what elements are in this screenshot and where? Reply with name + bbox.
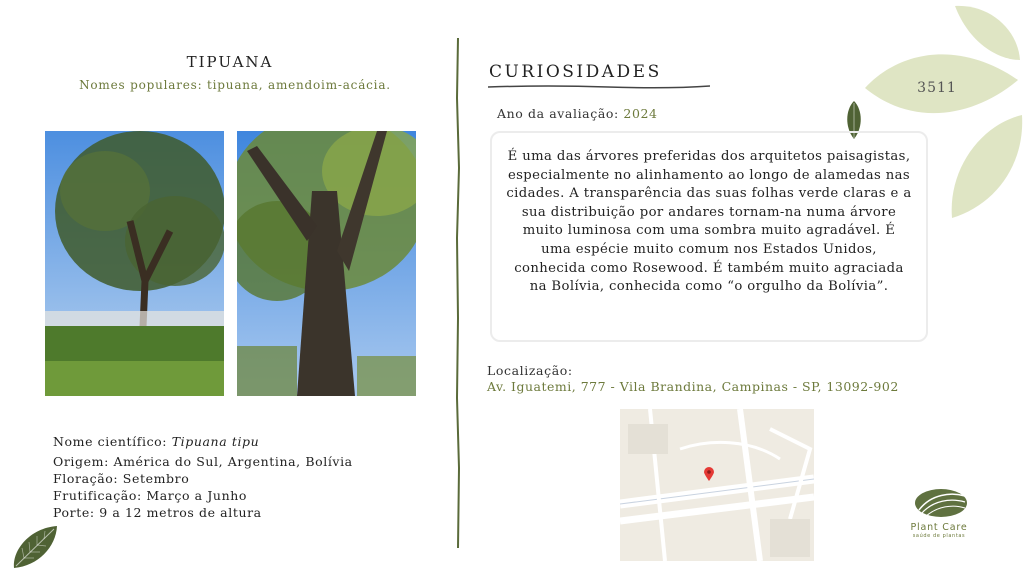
- tree-photo-1: [45, 131, 224, 396]
- size: Porte: 9 a 12 metros de altura: [53, 505, 262, 520]
- location-address: Av. Iguatemi, 777 - Vila Brandina, Campinas - SP, 13092-902: [487, 379, 899, 394]
- location-map[interactable]: [620, 409, 814, 561]
- species-info: [53, 433, 353, 521]
- brand-name: Plant Care: [910, 522, 968, 533]
- tree-number: 3511: [917, 80, 957, 96]
- fruiting: Frutificação: Março a Junho: [53, 488, 248, 503]
- curiosities-heading: CURIOSIDADES: [489, 62, 662, 82]
- plant-care-logo: [913, 486, 969, 520]
- popular-names: Nomes populares: tipuana, amendoim-acácia.: [79, 78, 391, 92]
- location-pin-icon: [704, 467, 714, 481]
- leaf-icon: [10, 522, 60, 570]
- heading-underline: [488, 84, 710, 90]
- evaluation-year: [497, 106, 658, 121]
- year-label: Ano da avaliação:: [497, 106, 624, 121]
- scientific-name-row: [53, 433, 353, 450]
- scientific-name-value: Tipuana tipu: [171, 434, 260, 449]
- curiosities-card: [490, 131, 928, 342]
- scientific-name-label: Nome científico:: [53, 434, 172, 449]
- tree-photo-2: [237, 131, 416, 396]
- origin: Origem: América do Sul, Argentina, Bolívia: [53, 454, 353, 469]
- brand-tagline: saúde de plantas: [912, 533, 966, 539]
- divider: [454, 38, 462, 548]
- species-title: TIPUANA: [186, 53, 274, 71]
- year-value: 2024: [623, 106, 658, 121]
- curiosities-text: É uma das árvores preferidas dos arquitetos paisagistas, especialmente no alinhamento ao longo de alamedas nas cidades. A transparência das suas folhas verde claras e a sua distribuição por andares tornam-na numa árvore muito luminosa com uma sombra muito agradável. É uma espécie muito comum nos Estados Unidos, conhecida como Rosewood. É também muito agraciada na Bolívia, conhecida como “o orgulho da Bolívia”.: [506, 149, 912, 295]
- flowering: Floração: Setembro: [53, 471, 190, 486]
- location-label: Localização:: [487, 363, 573, 378]
